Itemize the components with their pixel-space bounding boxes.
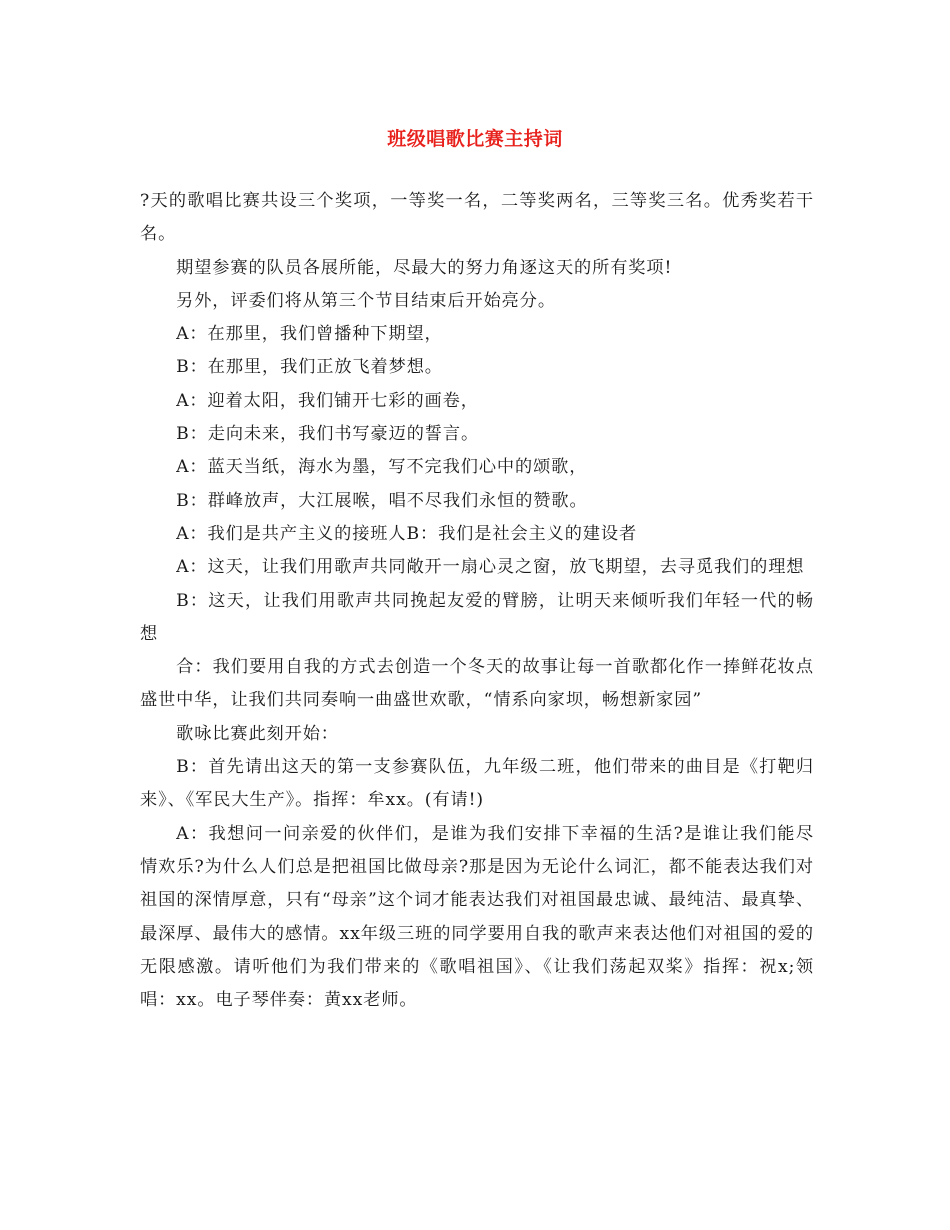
paragraph-b-first-team: B：首先请出这天的第一支参赛队伍，九年级二班，他们带来的曲目是《打靶归来》、《军民大生产》。指挥：牟xx。(有请!) [140, 757, 814, 811]
paragraph-start: 歌咏比赛此刻开始： [176, 723, 339, 744]
paragraph-b-line-1: B：在那里，我们正放飞着梦想。 [176, 357, 443, 378]
paragraph-a-line-2: A：迎着太阳，我们铺开七彩的画卷， [176, 390, 479, 411]
paragraph-awards: ?天的歌唱比赛共设三个奖项，一等奖一名，二等奖两名，三等奖三名。优秀奖若干名。 [140, 191, 814, 245]
paragraph-a-line-1: A：在那里，我们曾播种下期望， [176, 324, 443, 345]
paragraph-a-b-line: A：我们是共产主义的接班人B：我们是社会主义的建设者 [176, 523, 638, 544]
paragraph-scoring: 另外，评委们将从第三个节目结束后开始亮分。 [176, 290, 556, 311]
paragraph-b-line-2: B：走向未来，我们书写豪迈的誓言。 [176, 424, 480, 445]
paragraph-b-line-3: B：群峰放声，大江展喉，唱不尽我们永恒的赞歌。 [176, 490, 588, 511]
document-body [140, 185, 814, 1017]
paragraph-a-line-4: A：这天，让我们用歌声共同敞开一扇心灵之窗，放飞期望，去寻觅我们的理想 [176, 557, 805, 578]
paragraph-hope: 期望参赛的队员各展所能，尽最大的努力角逐这天的所有奖项! [176, 257, 673, 278]
paragraph-a-line-3: A：蓝天当纸，海水为墨，写不完我们心中的颂歌， [176, 457, 588, 478]
paragraph-b-line-4: B：这天，让我们用歌声共同挽起友爱的臂膀，让明天来倾听我们年轻一代的畅想 [140, 590, 814, 644]
paragraph-together: 合：我们要用自我的方式去创造一个冬天的故事让每一首歌都化作一捧鲜花妆点盛世中华，让我们共同奏响一曲盛世欢歌，“情系向家坝，畅想新家园” [140, 657, 814, 711]
paragraph-a-second-team: A：我想问一问亲爱的伙伴们，是谁为我们安排下幸福的生活?是谁让我们能尽情欢乐?为什么人们总是把祖国比做母亲?那是因为无论什么词汇，都不能表达我们对祖国的深情厚意，只有“母亲”这个词才能表达我们对祖国最忠诚、最纯洁、最真挚、最深厚、最伟大的感情。xx年级三班的同学要用自我的歌声来表达他们对祖国的爱的无限感激。请听他们为我们带来的《歌唱祖国》、《让我们荡起双桨》指挥：祝x;领唱：xx。电子琴伴奏：黄xx老师。 [140, 823, 814, 1011]
document-title: 班级唱歌比赛主持词 [387, 128, 563, 150]
